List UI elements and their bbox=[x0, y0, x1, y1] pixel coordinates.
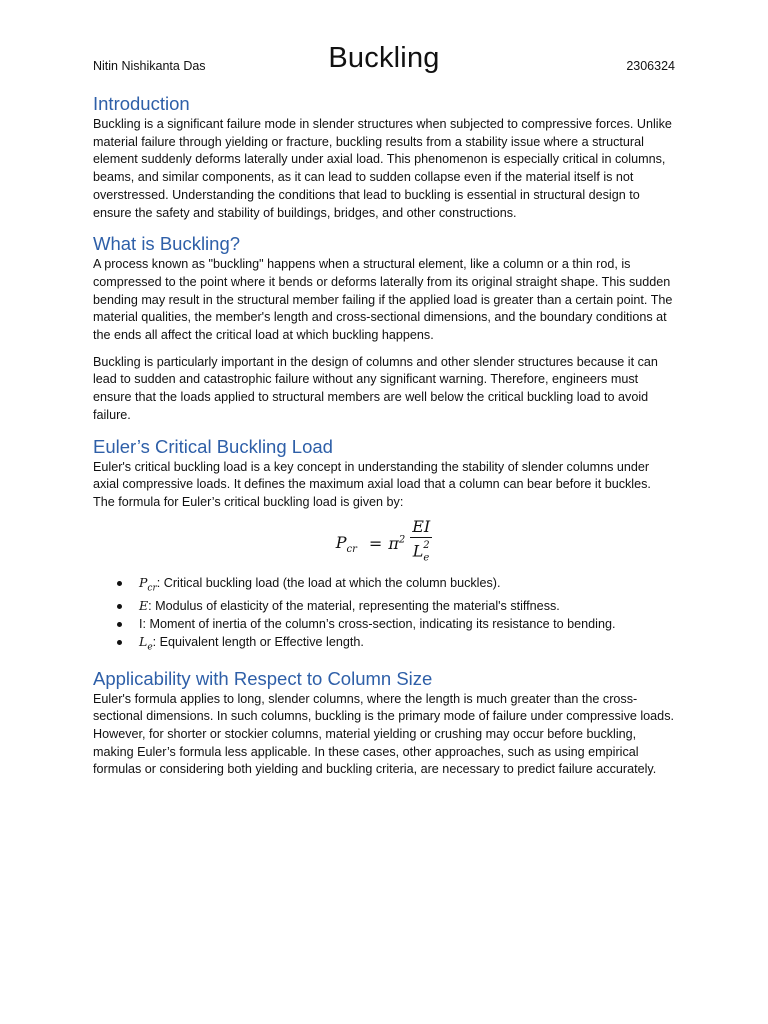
formula-subscript: cr bbox=[346, 543, 357, 555]
symbol-base: E bbox=[139, 598, 149, 614]
symbol-base: P bbox=[139, 574, 148, 590]
document-page bbox=[93, 0, 675, 789]
definition-text: : Modulus of elasticity of the material, representing the material's stiffness. bbox=[148, 599, 560, 614]
formula-exponent: 2 bbox=[423, 540, 430, 552]
variable-symbol bbox=[139, 598, 148, 613]
formula-denominator bbox=[411, 538, 432, 569]
euler-formula bbox=[93, 517, 675, 566]
formula-symbol: L bbox=[412, 541, 424, 561]
symbol-subscript: cr bbox=[147, 583, 157, 594]
section-heading: Introduction bbox=[93, 93, 190, 114]
section-heading: What is Buckling? bbox=[93, 233, 241, 255]
paragraph: Euler's critical buckling load is a key concept in understanding the stability of slender columns under axial compressive loads. It defines the maximum axial load that a column can bear before it buckles. The formula for Euler’s critical buckling load is given by: bbox=[93, 459, 651, 509]
variable-symbol bbox=[139, 634, 153, 653]
section-applicability bbox=[93, 667, 675, 780]
variable-symbol bbox=[139, 574, 157, 594]
document-header bbox=[93, 0, 675, 92]
author-name: Nitin Nishikanta Das bbox=[93, 59, 206, 73]
list-item bbox=[93, 633, 675, 657]
formula-fraction bbox=[410, 518, 432, 569]
definition-text: I: Moment of inertia of the column’s cross-section, indicating its resistance to bending. bbox=[139, 617, 616, 632]
list-item bbox=[93, 574, 675, 598]
section-introduction bbox=[93, 92, 675, 222]
paragraph: Buckling is particularly important in the design of columns and other slender structures because it can lead to sudden and catastrophic failure without any significant warning. Therefore, engineers must ensure that the loads applied to structural members are well below the critical buckling load to avoid failure. bbox=[93, 354, 658, 422]
paragraph: A process known as "buckling" happens when a structural element, like a column or a thin rod, is compressed to the point where it bends or deforms laterally from its original straight shape. This sudden bending may result in the structural member failing if the applied load is greater than a certain point. The material qualities, the member's length and cross-sectional dimensions, and the boundary conditions at the ends all affect the critical load at which buckling happens. bbox=[93, 257, 673, 343]
formula-pi bbox=[388, 534, 405, 553]
section-heading: Applicability with Respect to Column Size bbox=[93, 667, 433, 689]
student-id: 2306324 bbox=[626, 59, 675, 73]
section-what-is-buckling bbox=[93, 232, 675, 424]
formula-subscript: e bbox=[423, 552, 430, 564]
list-item bbox=[93, 615, 675, 633]
symbol-base: L bbox=[139, 634, 148, 650]
symbol-subscript: e bbox=[147, 642, 153, 653]
definition-text: : Equivalent length or Effective length. bbox=[152, 635, 364, 650]
formula-numerator: EI bbox=[412, 517, 431, 537]
document-title: Buckling bbox=[328, 42, 440, 74]
paragraph: Euler's formula applies to long, slender columns, where the length is much greater than the cross-sectional dimensions. In such columns, buckling is the primary mode of failure under compressive loads. However, for shorter or stockier columns, material yielding or crushing may occur before buckling, making Euler’s formula less applicable. In these cases, other approaches, such as using empirical formulas or considering both yielding and buckling criteria, are necessary to predict failure accurately. bbox=[93, 691, 674, 777]
formula-exponent: 2 bbox=[398, 534, 406, 546]
variable-definitions bbox=[93, 574, 675, 657]
paragraph: Buckling is a significant failure mode in slender structures when subjected to compressive forces. Unlike material failure through yielding or fracture, buckling results from a stability issue where a structural element suddenly deforms laterally under axial load. This phenomenon is especially critical in columns, beams, and similar components, as it can lead to sudden collapse even if the material itself is not overstressed. Understanding the conditions that lead to buckling is essential in structural design to ensure the safety and stability of buildings, bridges, and other constructions. bbox=[93, 117, 672, 220]
formula-symbol: π bbox=[388, 534, 399, 554]
section-heading: Euler’s Critical Buckling Load bbox=[93, 435, 333, 457]
list-item bbox=[93, 597, 675, 615]
definition-text: : Critical buckling load (the load at which the column buckles). bbox=[156, 575, 501, 590]
formula-symbol: P bbox=[335, 532, 347, 552]
formula-lhs bbox=[336, 533, 357, 555]
section-euler-critical-load bbox=[93, 435, 675, 657]
formula-equals: = bbox=[368, 534, 383, 554]
